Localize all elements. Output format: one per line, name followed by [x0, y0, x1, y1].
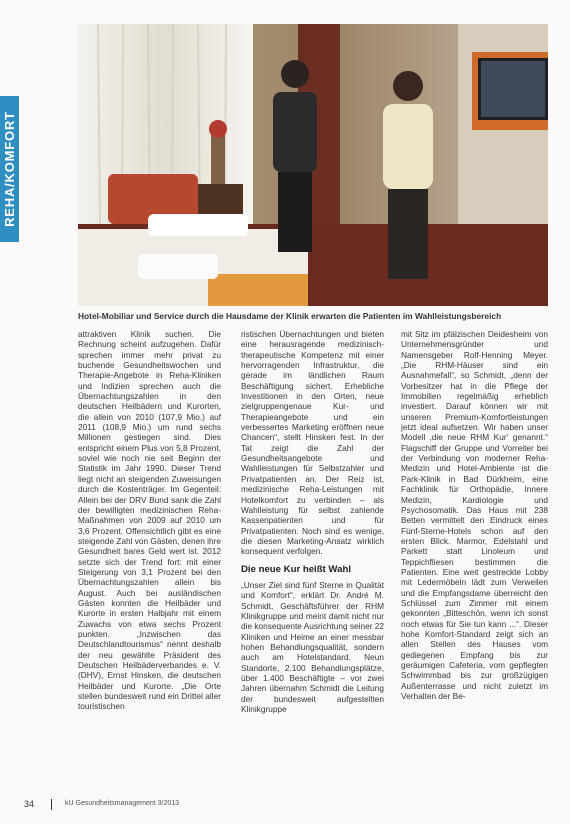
page-number: 34: [24, 799, 35, 809]
section-heading: Die neue Kur heißt Wahl: [241, 563, 351, 575]
hotel-room-illustration: [78, 24, 548, 306]
photo-caption: Hotel-Mobiliar und Service durch die Hausdame der Klinik erwarten die Patienten im Wahlleistungsbereich: [78, 311, 502, 321]
column-1-text: attraktiven Klinik suchen. Die Rechnung scheint aufzugehen. Dafür sprechen immer mehr privat zu buchende Gesundheitswochen und Therapie-Angebote in Reha-Kliniken und Indizien sprechen auch die Übernachtungszahlen in den deutschen Heilbädern und Kurorten, die allein von 2010 (107,9 Mio.) auf 2011 (108,9 Mio.) um rund sechs Millionen gestiegen sind. Dies entspricht einem Plus von 5,8 Prozent, soviel wie noch nie seit Beginn der Statistik im Jahr 1990. Dieser Trend liegt nicht an steigenden Zuweisungen durch die Kostenträger. Im Gegenteil: Allein bei der DRV Bund sank die Zahl der bewilligten medizinischen Reha-Maßnahmen von 2009 auf 2010 um 3,6 Prozent. Offensichtlich gibt es eine steigende Zahl von Gästen, denen ihre Gesundheit bares Geld wert ist. 2012 setzte sich der Trend fort: mit einer Steigerung von 3,1 Prozent bei den Übernachtungszahlen allein bis August. Auch bei ausländischen Gästen konnten die Heilbäder und Kurorte in ersten Halbjahr mit einem Zuwachs von etwa sechs Prozent punkten. „Inzwischen das Deutschlandtourismus“ nennt deshalb der neu gewählte Präsident des Deutschen Heilbäderverbandes e. V. (DHV), Ernst Hinsken, die deutschen Heilbäder und Kurorte. „Die Orte stellen bundesweit rund ein Drittel aller touristischen: [78, 329, 221, 712]
section-sidebar-tab: [0, 96, 19, 242]
section-label: REHA/KOMFORT: [2, 111, 17, 227]
column-2-continued-text: „Unser Ziel sind fünf Sterne in Qualität und Komfort“, erklärt Dr. André M. Schmidt, Geschäftsführer der RHM Klinikgruppe und meint damit nicht nur die konsequente Ausrichtung seiner 22 Kliniken und Heime an einer messbar hohen Behandlungsqualität, sondern auch am Hotelstandard. Neun Standorte, 2.100 Behandlungsplätze, über 1.400 Beschäftigte – vor zwei Jahren übernahm Schmidt die Leitung der bundesweit aufgestellten Klinikgruppe: [241, 579, 384, 715]
article-column-2: [241, 329, 384, 781]
column-2-text: ristischen Übernachtungen und bieten eine herausragende medizinisch-therapeutische Kompetenz mit einer hervorragenden Infrastruktur, die gerade im ländlichen Raum Beschäftigung sichert. Erhebliche Investitionen in den Orten, neue zielgruppengenaue Kur- und Therapieangebote und ein verbessertes Marketing eröffnen neue Chancen“, stellt Hinsken fest. In der Tat zeigt die Zahl der Gesundheitsangebote und Wahlleistungen für Selbstzahler und Privatpatienten an. Der Reiz ist, medizinische Reha-Leistungen mit Hotelkomfort zu verbinden – als Wahlleistung für selbst zahlende Kassenpatienten und für Privatpatienten. Noch sind es wenige, die diesen Marketing-Ansatz wirklich konsequent verfolgen.: [241, 329, 384, 557]
article-column-3: [401, 329, 548, 781]
article-column-1: [78, 329, 221, 781]
footer-divider: [51, 799, 52, 810]
article-photo: [78, 24, 548, 306]
footer-source: kU Gesundheitsmanagement 3/2013: [65, 800, 180, 807]
column-3-text: mit Sitz im pfälzischen Deidesheim von Unternehmensgründer und Namensgeber Rolf-Henning Meyer. „Die RHM-Häuser sind ein Ausnahmefall“, so Schmidt, „denn der Vorbesitzer hat in die Pflege der Immobilien regelmäßig erheblich investiert. Darauf können wir mit unseren Premium-Komfortleistungen jetzt ideal aufsetzen. Wir haben unser Modell ‚die neue RHM Kur‘ genannt.“ Flagschiff der Gruppe und Vorreiter bei der Verbindung von moderner Reha-Medizin und Hotel-Ambiente ist die Park-Klinik in Bad Dürkheim, eine Fachklinik für Orthopädie, Innere Medizin, Kardiologie und Psychosomatik. Das Haus mit 238 Betten vermittelt den Eindruck eines Fünf-Sterne-Hotels schon auf den ersten Blick. Marmor, Edelstahl und Parkett statt Linoleum und Teppichfliesen bestimmen die Patienten. Eine weit gestreckte Lobby mit Ledermöbeln lädt zum Verweilen und die Empfangsdame überreicht den Schlüssel zum Zimmer mit einem gekonnten „Bitteschön, wenn ich sonst noch etwas für Sie tun kann ...“. Dieser hohe Komfort-Standard zeigt sich an allen Stellen des Hauses vom gediegenen Empfang bis zur geräumigen Cafeteria, vom gepflegten Schwimmbad bis zur großzügigen Außenterrasse und nicht zuletzt im Verhalten der Be-: [401, 329, 548, 702]
